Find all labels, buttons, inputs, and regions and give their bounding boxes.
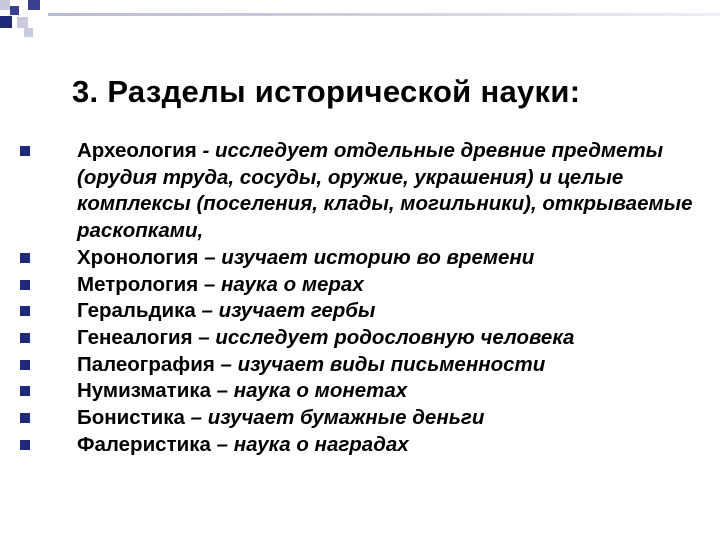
bullet-list (20, 138, 700, 458)
corner-decoration-square (28, 0, 40, 10)
list-item (20, 245, 700, 272)
item-term: Геральдика (77, 299, 196, 323)
item-description: изучает историю во времени (221, 245, 535, 269)
corner-decoration-square (0, 16, 12, 28)
item-description: изучает гербы (218, 299, 376, 323)
item-term: Археология (77, 139, 197, 162)
square-bullet-icon (20, 253, 30, 263)
item-separator: – (195, 299, 219, 323)
square-bullet-icon (20, 360, 30, 370)
list-item (20, 325, 700, 352)
item-separator: – (214, 352, 238, 376)
corner-decoration-square (0, 0, 10, 10)
corner-decoration-square (17, 17, 28, 28)
item-term: Палеография (77, 352, 215, 376)
corner-decoration-square (24, 28, 33, 37)
item-description: наука о мерах (220, 272, 364, 296)
item-separator: – (210, 432, 234, 456)
list-item (20, 352, 700, 379)
item-separator: – (184, 406, 208, 430)
item-separator: – (192, 325, 216, 349)
item-description: наука о наградах (233, 432, 409, 456)
square-bullet-icon (20, 146, 30, 156)
item-term: Бонистика (77, 406, 185, 430)
item-term: Метрология (77, 272, 199, 296)
list-item (20, 272, 700, 299)
item-separator: – (198, 272, 221, 296)
item-separator: – (210, 379, 234, 403)
list-item (20, 298, 700, 325)
square-bullet-icon (20, 306, 30, 316)
square-bullet-icon (20, 413, 30, 423)
square-bullet-icon (20, 333, 30, 343)
item-description: изучает бумажные деньги (207, 406, 485, 430)
top-decoration-bar (48, 13, 720, 16)
item-description: исследует родословную человека (215, 325, 575, 349)
item-term: Хронология (77, 245, 199, 269)
slide-title: 3. Разделы исторической науки: (72, 74, 581, 109)
item-description: наука о монетах (233, 379, 408, 403)
list-item (20, 432, 700, 459)
item-separator: – (198, 245, 222, 269)
square-bullet-icon (20, 386, 30, 396)
list-item (20, 405, 700, 432)
item-description: изучает виды письменности (237, 352, 546, 376)
square-bullet-icon (20, 440, 30, 450)
item-term: Фалеристика (77, 432, 211, 456)
item-term: Нумизматика (77, 379, 211, 403)
corner-decoration-square (10, 6, 19, 15)
item-description: исследует отдельные древние предметы (орудия труда, сосуды, оружие, украшения) и целые комплексы (поселения, клады, могильники), открываемые раскопками, (77, 139, 693, 243)
square-bullet-icon (20, 280, 30, 290)
item-separator: - (196, 139, 215, 162)
list-item (20, 378, 700, 405)
list-item (20, 138, 700, 245)
item-term: Генеалогия (77, 325, 193, 349)
